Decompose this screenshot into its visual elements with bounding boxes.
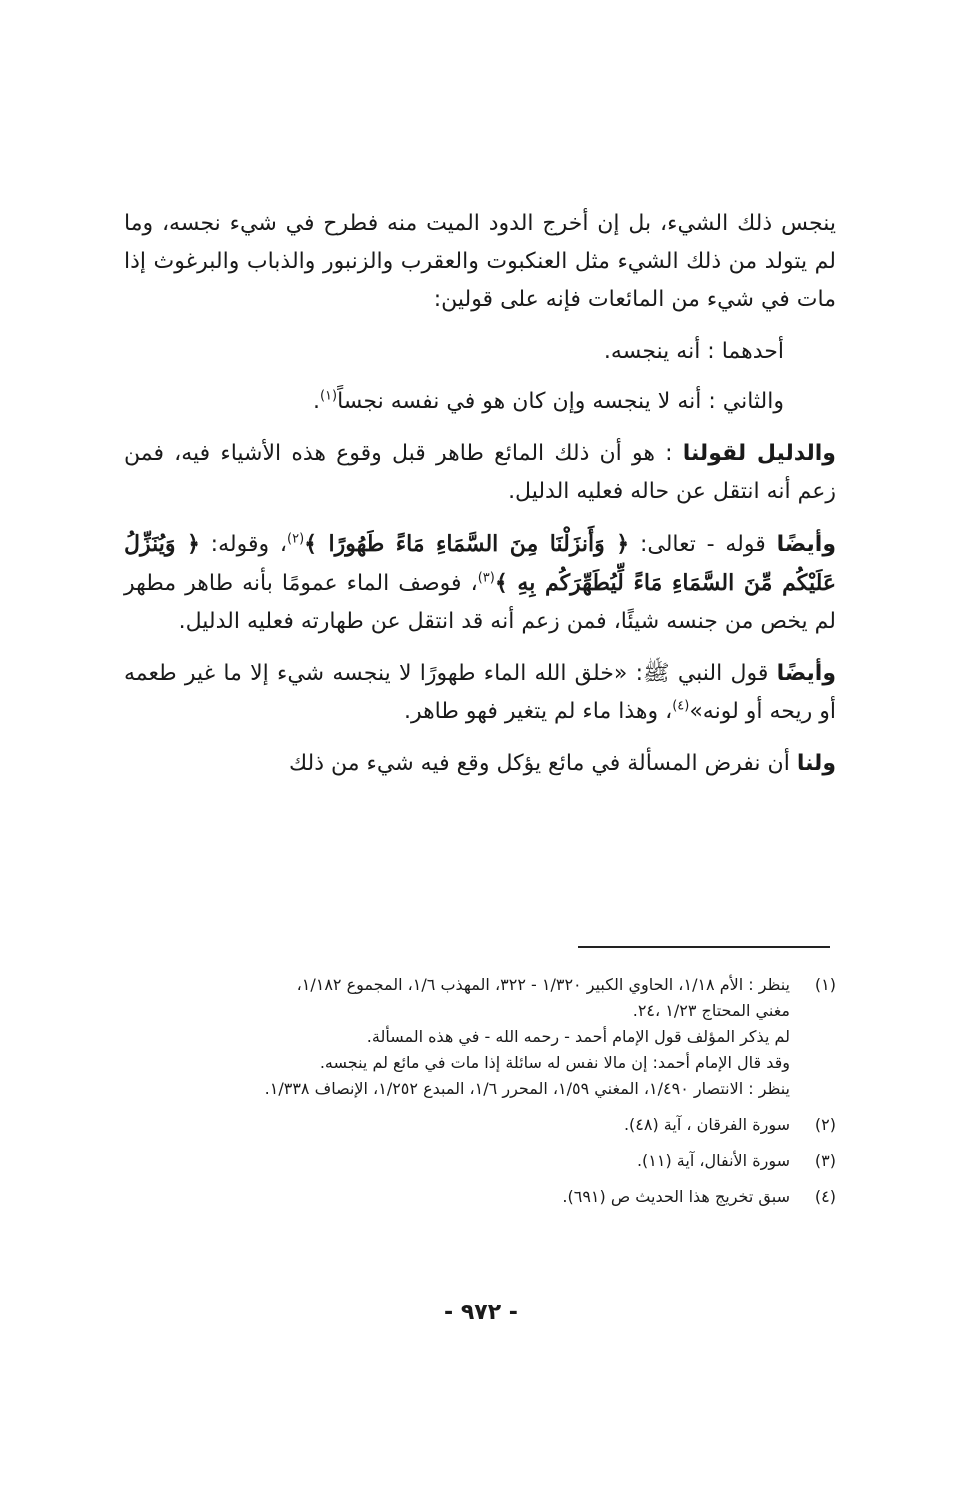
footnote-1 — [124, 972, 836, 1102]
paragraph-5-part-b: ، وقوله: — [199, 532, 288, 557]
footnote-3-body — [124, 1148, 790, 1174]
footnote-1-number: (١) — [814, 975, 836, 994]
footnote-ref-4[interactable]: (٤) — [672, 698, 690, 714]
paragraph-3-text: والثاني : أنه لا ينجسه وإن كان هو في نفسه نجساً — [337, 389, 784, 414]
footnote-ref-2[interactable]: (٢) — [287, 531, 305, 547]
paragraph-4 — [124, 435, 836, 511]
footnote-4-number: (٤) — [814, 1187, 836, 1206]
footnote-ref-1[interactable]: (١) — [319, 388, 338, 404]
paragraph-2 — [124, 333, 836, 371]
paragraph-5-lead: وأيضًا — [776, 532, 836, 557]
footnote-1-line: مغني المحتاج ١/٢٣ ،٢٤. — [632, 1001, 790, 1020]
paragraph-5-part-c: ، فوصف الماء عمومًا بأنه طاهر مطهر لم يخص من جنسه شيئًا، فمن زعم أنه قد انتقل عن طهارته فعليه الدليل. — [124, 571, 836, 634]
footnote-1-line: ينظر : الأم ١/١٨، الحاوي الكبير ١/٣٢٠ - ٣٢٢، المهذب ١/٦، المجموع ١/١٨٢، — [296, 975, 790, 994]
paragraph-7 — [124, 745, 836, 783]
paragraph-4-text: : هو أن ذلك المائع طاهر قبل وقوع هذه الأشياء فيه، فمن زعم أنه انتقل عن حاله فعليه الدليل. — [124, 441, 836, 504]
footnote-1-body — [124, 972, 790, 1102]
footnote-1-line: وقد قال الإمام أحمد: إن مالا نفس له سائلة إذا مات في مائع لم ينجسه. — [319, 1053, 790, 1072]
footnote-divider — [578, 946, 830, 948]
footnotes-section — [124, 972, 836, 1220]
paragraph-6-part-a: قول النبي ﷺ: «خلق الله الماء طهورًا لا ينجسه شيء إلا ما غير طعمه أو ريحه أو لونه» — [124, 661, 836, 724]
paragraph-6-lead: وأيضًا — [776, 661, 836, 686]
paragraph-2-text: أحدهما : أنه ينجسه. — [603, 339, 784, 364]
footnote-ref-3[interactable]: (٣) — [477, 570, 495, 586]
page-number: - ٩٧٢ - — [444, 1300, 518, 1325]
paragraph-3-end: . — [312, 389, 320, 414]
footnote-1-line: ينظر : الانتصار ١/٤٩٠، المغني ١/٥٩، المحرر ١/٦، المبدع ١/٢٥٢، الإنصاف ١/٣٣٨. — [264, 1079, 790, 1098]
paragraph-1 — [124, 205, 836, 319]
paragraph-6-part-b: ، وهذا ماء لم يتغير فهو طاهر. — [403, 699, 673, 724]
paragraph-5-part-a: قوله - تعالى: — [629, 532, 777, 557]
paragraph-3 — [124, 383, 836, 421]
footnote-4-line: سبق تخريج هذا الحديث ص (٦٩١). — [562, 1187, 790, 1206]
paragraph-7-text: أن نفرض المسألة في مائع يؤكل وقع فيه شيء من ذلك — [288, 751, 797, 776]
footnote-3-number: (٣) — [814, 1151, 836, 1170]
footnote-4 — [124, 1184, 836, 1210]
footnote-2-line: سورة الفرقان ، آية (٤٨). — [623, 1115, 790, 1134]
quran-verse-1: ﴿ وَأَنزَلْنَا مِنَ السَّمَاءِ مَاءً طَهُورًا ﴾ — [304, 531, 630, 557]
footnote-3-line: سورة الأنفال، آية (١١). — [636, 1151, 790, 1170]
footnote-4-body — [124, 1184, 790, 1210]
main-text-body — [124, 205, 836, 797]
paragraph-7-lead: ولنا — [796, 751, 836, 776]
paragraph-4-lead: والدليل لقولنا — [682, 441, 836, 466]
quran-verse-2: ﴿ وَيُنَزِّلُ عَلَيْكُم مِّنَ السَّمَاءِ مَاءً لِّيُطَهِّرَكُم بِهِ ﴾ — [124, 531, 836, 596]
footnote-2-body — [124, 1112, 790, 1138]
paragraph-6 — [124, 655, 836, 731]
paragraph-5 — [124, 525, 836, 641]
paragraph-1-text: ينجس ذلك الشيء، بل إن أخرج الدود الميت منه فطرح في شيء نجسه، وما لم يتولد من ذلك الشيء مثل العنكبوت والعقرب والزنبور والذباب والبرغوث إذا مات في شيء من المائعات فإنه على قولين: — [124, 211, 836, 312]
footnote-2-number: (٢) — [814, 1115, 836, 1134]
footnote-2 — [124, 1112, 836, 1138]
footnote-3 — [124, 1148, 836, 1174]
footnote-1-line: لم يذكر المؤلف قول الإمام أحمد - رحمه الله - في هذه المسألة. — [366, 1027, 790, 1046]
